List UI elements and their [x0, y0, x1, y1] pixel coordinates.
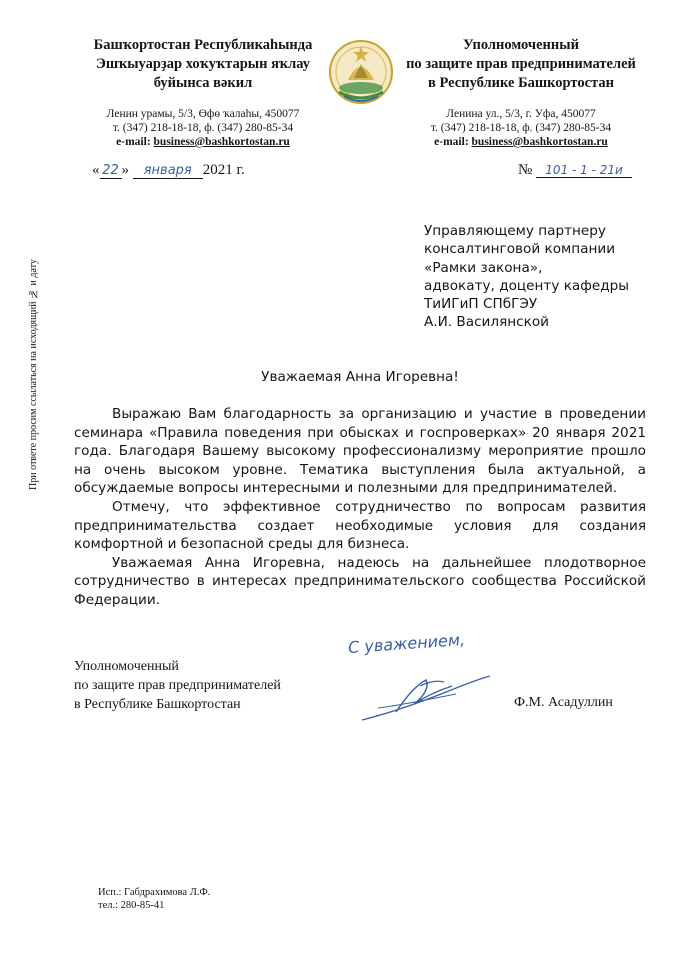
date-day: 22 — [100, 163, 122, 179]
date-month: января — [133, 163, 203, 179]
addressee-line-3: «Рамки закона», — [424, 259, 543, 276]
header-right-title-1: Уполномоченный — [463, 37, 579, 53]
date-close-quote: » — [121, 162, 129, 178]
signature-title-1: Уполномоченный — [74, 659, 179, 674]
outgoing-number — [518, 162, 632, 179]
addressee-line-2: консалтинговой компании — [424, 241, 616, 258]
header-right-address: Ленина ул., 5/3, г. Уфа, 450077 — [446, 108, 596, 120]
emblem — [324, 34, 398, 114]
addressee-line-6: А.И. Василянской — [424, 314, 549, 331]
header-right-title-2: по защите прав предпринимателей — [406, 56, 636, 72]
executor-name: Исп.: Габдрахимова Л.Ф. — [98, 887, 211, 898]
signer-name: Ф.М. Асадуллин — [514, 695, 613, 710]
header-left — [72, 36, 334, 149]
paragraph-1: Выражаю Вам благодарность за организацию и участие в проведении семинара «Правила поведения при обысках и госпроверках» 20 января 2021 года. Благодаря Вашему высокому профессионализму мероприятие прошло на очень высоком уровне. Тематика выступления была актуальной, а обсуждаемые вопросы интересными и полезными для предпринимателей. — [74, 406, 646, 497]
date-line — [92, 162, 245, 179]
header-left-title-3: буйынса вәкил — [153, 75, 253, 91]
signature-title-3: в Республике Башкортостан — [74, 697, 241, 712]
header-left-title-2: Эшҡыуарҙар хоҡуҡтарын яҡлау — [96, 56, 310, 72]
header-right-phones: т. (347) 218-18-18, ф. (347) 280-85-34 — [430, 122, 612, 134]
executor — [98, 886, 210, 912]
date-year: 2021 г. — [202, 162, 245, 178]
header-right-email-line — [398, 135, 644, 149]
header-left-email-label: e-mail: — [116, 136, 151, 148]
signature-scribble-icon — [356, 664, 496, 726]
header-right-title-3: в Республике Башкортостан — [428, 75, 614, 91]
number-value: 101 - 1 - 21и — [536, 163, 632, 178]
addressee-line-5: ТиИГиП СПбГЭУ — [424, 296, 538, 313]
paragraph-3: Уважаемая Анна Игоревна, надеюсь на дальнейшее плодотворное сотрудничество в интересах предпринимательского сообщества Российской Федерации. — [74, 554, 646, 608]
header-left-email-line — [72, 135, 334, 149]
signature — [356, 664, 496, 726]
header-left-title-1: Башҡортостан Республикаһында — [93, 37, 313, 53]
signature-title-2: по защите прав предпринимателей — [74, 678, 281, 693]
letter-body — [74, 405, 646, 610]
side-note: При ответе просим ссылаться на исходящий № и дату — [28, 259, 39, 490]
salutation: Уважаемая Анна Игоревна! — [261, 369, 459, 385]
date-open-quote: « — [92, 162, 100, 178]
addressee-line-1: Управляющему партнеру — [424, 223, 606, 239]
header-right-email[interactable]: business@bashkortostan.ru — [471, 136, 608, 148]
handwritten-note: С уважением, — [347, 629, 466, 658]
header-right-email-label: e-mail: — [434, 136, 469, 148]
addressee — [424, 222, 629, 332]
emblem-seal-icon — [324, 34, 398, 114]
addressee-line-4: адвокату, доценту кафедры — [424, 277, 629, 294]
number-label: № — [518, 162, 533, 178]
executor-phone: тел.: 280-85-41 — [98, 900, 165, 911]
header-left-address: Ленин урамы, 5/3, Өфө ҡалаһы, 450077 — [106, 108, 300, 120]
header-left-email[interactable]: business@bashkortostan.ru — [153, 136, 290, 148]
header-right — [398, 36, 644, 149]
signature-block — [74, 657, 281, 714]
paragraph-2: Отмечу, что эффективное сотрудничество по вопросам развития предпринимательства создает необходимые условия для создания комфортной и безопасной среды для бизнеса. — [74, 498, 646, 553]
header-left-phones: т. (347) 218-18-18, ф. (347) 280-85-34 — [112, 122, 294, 134]
